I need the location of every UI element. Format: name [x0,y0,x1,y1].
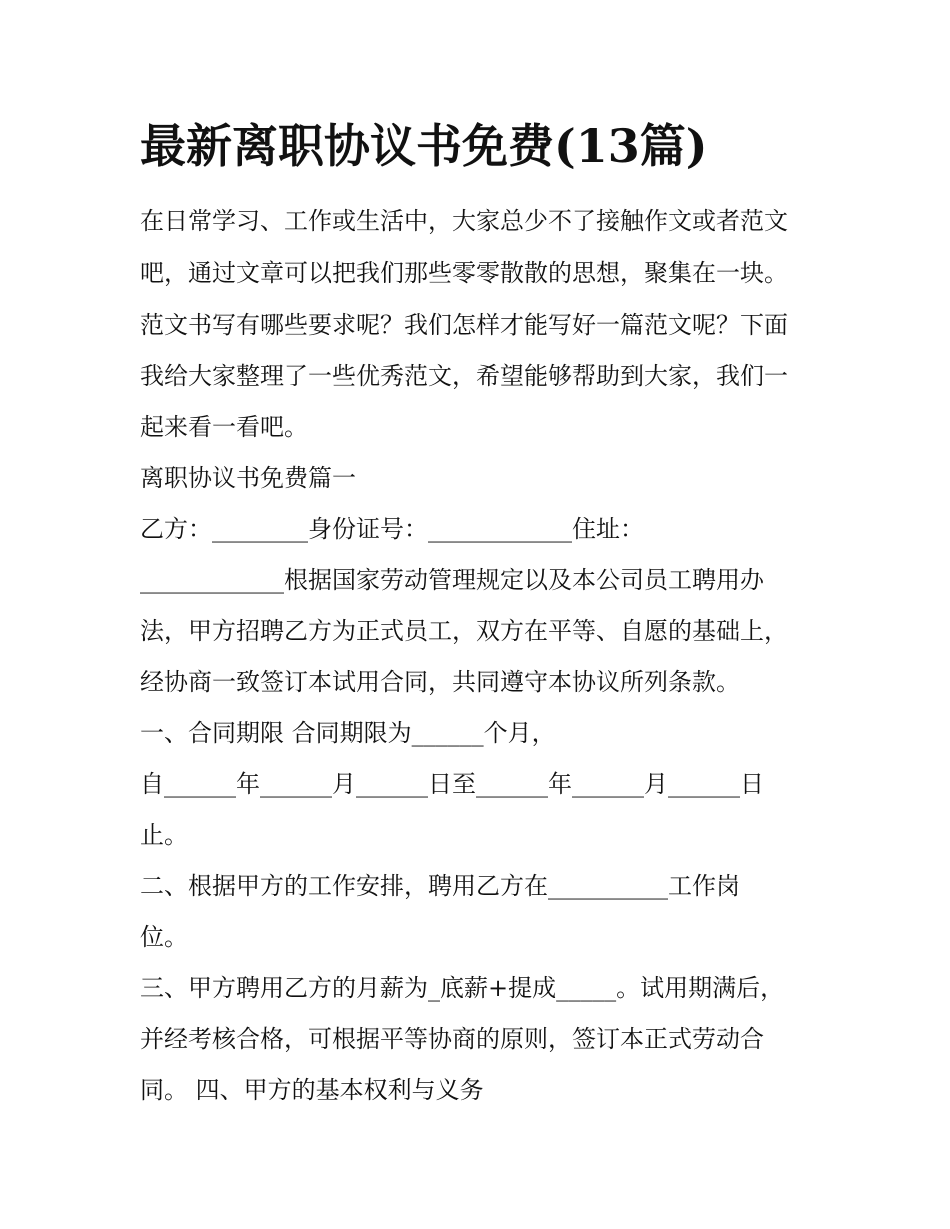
section-heading: 离职协议书免费篇一 [140,464,356,492]
body-line: 范文书写有哪些要求呢？我们怎样才能写好一篇范文呢？下面 [140,311,788,339]
body-line: 一、合同期限 合同期限为______个月， [140,719,556,747]
body-line: 二、根据甲方的工作安排，聘用乙方在__________工作岗 [140,872,740,900]
body-line: 我给大家整理了一些优秀范文，希望能够帮助到大家，我们一 [140,362,788,390]
body-line: 同。 四、甲方的基本权利与义务 [140,1076,484,1104]
body-line: ____________根据国家劳动管理规定以及本公司员工聘用办 [140,566,764,594]
body-line: 起来看一看吧。 [140,413,308,441]
body-line: 止。 [140,821,188,849]
body-line: 经协商一致签订本试用合同，共同遵守本协议所列条款。 [140,668,740,696]
body-line: 三、甲方聘用乙方的月薪为_底薪+提成_____。试用期满后， [140,974,785,1002]
body-line: 在日常学习、工作或生活中，大家总少不了接触作文或者范文 [140,207,788,235]
body-line: 位。 [140,923,188,951]
body-line: 法，甲方招聘乙方为正式员工，双方在平等、自愿的基础上， [140,617,788,645]
body-line: 吧，通过文章可以把我们那些零零散散的思想，聚集在一块。 [140,259,788,287]
document-title: 最新离职协议书免费(13篇) [140,119,708,173]
body-line: 乙方：________身份证号：____________住址： [140,515,644,543]
body-line: 自______年______月______日至______年______月______日 [140,770,764,798]
body-line: 并经考核合格，可根据平等协商的原则，签订本正式劳动合 [140,1025,764,1053]
